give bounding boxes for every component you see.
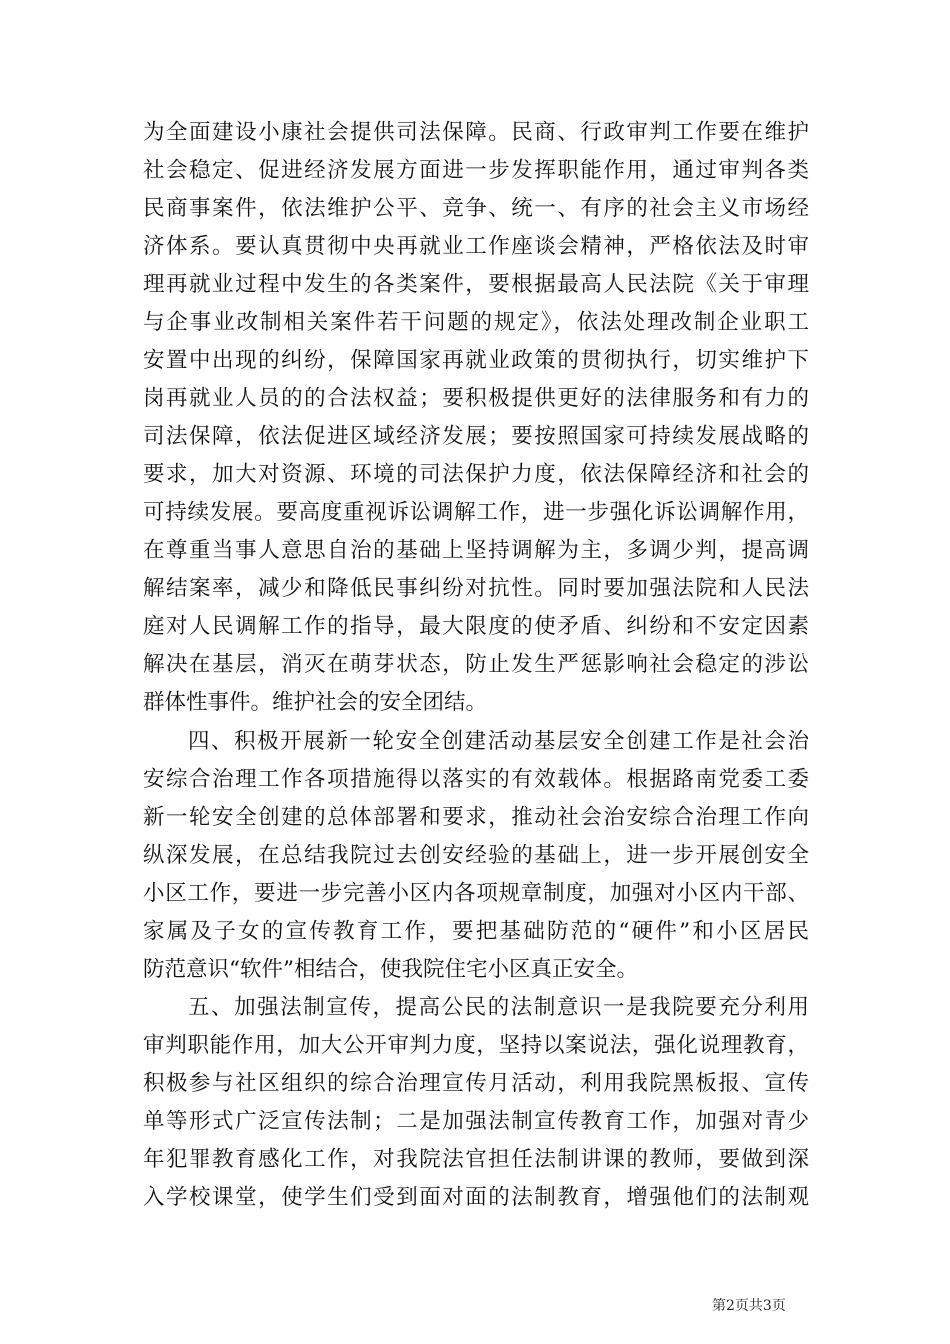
text-line: 民商事案件，依法维护公平、竞争、统一、有序的社会主义市场经 [143, 196, 809, 221]
text-line: 家属及子女的宣传教育工作，要把基础防范的“硬件”和小区居民 [143, 919, 809, 944]
text-line: 在尊重当事人意思自治的基础上坚持调解为主，多调少判，提高调 [143, 538, 809, 563]
text-line: 要求，加大对资源、环境的司法保护力度，依法保障经济和社会的 [143, 462, 809, 487]
text-line: 安置中出现的纠纷，保障国家再就业政策的贯彻执行，切实维护下 [143, 348, 809, 373]
text-line: 与企事业改制相关案件若干问题的规定》，依法处理改制企业职工 [143, 310, 809, 335]
text-line: 单等形式广泛宣传法制；二是加强法制宣传教育工作，加强对青少 [143, 1109, 809, 1134]
text-line: 岗再就业人员的的合法权益；要积极提供更好的法律服务和有力的 [143, 386, 809, 411]
text-line: 司法保障，依法促进区域经济发展；要按照国家可持续发展战略的 [143, 424, 809, 449]
text-line: 解决在基层，消灭在萌芽状态，防止发生严惩影响社会稳定的涉讼 [143, 652, 809, 677]
text-line: 入学校课堂，使学生们受到面对面的法制教育，增强他们的法制观 [143, 1185, 809, 1210]
text-line: 新一轮安全创建的总体部署和要求，推动社会治安综合治理工作向 [143, 805, 809, 830]
text-line: 济体系。要认真贯彻中央再就业工作座谈会精神，严格依法及时审 [143, 234, 809, 259]
text-line: 四、积极开展新一轮安全创建活动基层安全创建工作是社会治 [188, 729, 809, 754]
text-line: 积极参与社区组织的综合治理宣传月活动，利用我院黑板报、宣传 [143, 1071, 809, 1096]
text-line: 社会稳定、促进经济发展方面进一步发挥职能作用，通过审判各类 [143, 158, 809, 183]
text-line: 解结案率，减少和降低民事纠纷对抗性。同时要加强法院和人民法 [143, 576, 809, 601]
text-line: 安综合治理工作各项措施得以落实的有效载体。根据路南党委工委 [143, 767, 809, 792]
text-line: 年犯罪教育感化工作，对我院法官担任法制讲课的教师，要做到深 [143, 1147, 809, 1172]
text-line: 为全面建设小康社会提供司法保障。民商、行政审判工作要在维护 [143, 120, 809, 145]
text-line: 纵深发展，在总结我院过去创安经验的基础上，进一步开展创安全 [143, 843, 809, 868]
page-number: 第2页共3页 [712, 1298, 786, 1314]
text-line: 小区工作，要进一步完善小区内各项规章制度，加强对小区内干部、 [143, 881, 809, 906]
text-line: 防范意识“软件”相结合，使我院住宅小区真正安全。 [143, 957, 638, 982]
text-line: 可持续发展。要高度重视诉讼调解工作，进一步强化诉讼调解作用， [143, 500, 809, 525]
text-line: 五、加强法制宣传，提高公民的法制意识一是我院要充分利用 [188, 995, 809, 1020]
text-line: 庭对人民调解工作的指导，最大限度的使矛盾、纠纷和不安定因素 [143, 614, 809, 639]
text-line: 群体性事件。维护社会的安全团结。 [143, 690, 488, 715]
text-line: 理再就业过程中发生的各类案件，要根据最高人民法院《关于审理 [143, 272, 809, 297]
text-line: 审判职能作用，加大公开审判力度，坚持以案说法，强化说理教育， [143, 1033, 809, 1058]
